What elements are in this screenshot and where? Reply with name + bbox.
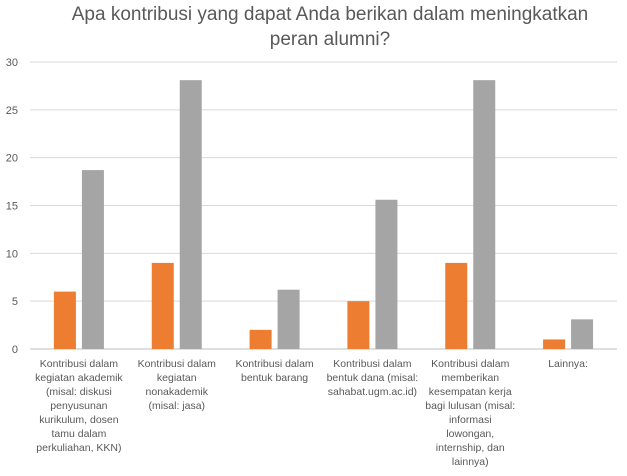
x-category-label-line: Kontribusi dalam bbox=[333, 358, 412, 370]
y-tick-label: 20 bbox=[5, 152, 18, 165]
y-tick-label: 25 bbox=[5, 104, 18, 117]
x-category-label-line: (misal: jasa) bbox=[148, 400, 206, 412]
bar-series-1-cat-1 bbox=[54, 292, 76, 349]
y-tick-label: 30 bbox=[5, 57, 18, 69]
bar-series-2-cat-4 bbox=[375, 200, 397, 349]
x-category-label-line: lainnya) bbox=[451, 456, 489, 468]
x-category-label-line: informasi bbox=[448, 414, 492, 426]
x-category-label-line: kegiatan akademik bbox=[35, 372, 123, 384]
x-category-label-line: bentuk dana (misal: bbox=[326, 372, 419, 384]
x-category-label-line: kesempatan kerja bbox=[428, 386, 512, 398]
y-tick-label: 10 bbox=[5, 248, 18, 261]
x-category-label-line: Kontribusi dalam bbox=[431, 358, 510, 370]
x-category-label-line: bagi lulusan (misal: bbox=[425, 400, 516, 412]
x-category-label-line: bentuk barang bbox=[241, 372, 309, 384]
bar-series-1-cat-2 bbox=[152, 263, 174, 349]
x-category-label bbox=[138, 358, 216, 412]
y-tick-label: 0 bbox=[11, 344, 18, 356]
x-category-label-line: Kontribusi dalam bbox=[235, 358, 314, 370]
x-category-label bbox=[235, 358, 313, 384]
bar-series-1-cat-3 bbox=[250, 330, 272, 349]
bar-series-1-cat-6 bbox=[543, 339, 565, 349]
chart-title-line-1: Apa kontribusi yang dapat Anda berikan dalam meningkatkan bbox=[71, 4, 589, 25]
bar-series-1-cat-5 bbox=[445, 263, 467, 349]
bar-series-2-cat-6 bbox=[571, 319, 593, 349]
x-category-label-line: perkuliahan, KKN) bbox=[36, 442, 122, 454]
x-category-label bbox=[35, 358, 123, 454]
x-category-label-line: Kontribusi dalam bbox=[137, 358, 216, 370]
x-category-label bbox=[327, 358, 419, 398]
x-category-label-line: tamu dalam bbox=[51, 428, 107, 440]
x-category-label-line: lowongan, bbox=[446, 428, 495, 440]
x-category-label-line: nonakademik bbox=[145, 386, 208, 398]
y-tick-label: 5 bbox=[11, 296, 18, 309]
x-category-label-line: sahabat.ugm.ac.id) bbox=[327, 386, 418, 398]
bar-series-2-cat-2 bbox=[180, 80, 202, 349]
bar-series-2-cat-5 bbox=[473, 80, 495, 349]
chart-title-line-2: peran alumni? bbox=[269, 29, 391, 50]
y-tick-label: 15 bbox=[5, 200, 18, 213]
x-category-label-line: (misal: diskusi bbox=[45, 386, 112, 398]
x-category-label-line: penyusunan bbox=[50, 400, 108, 412]
x-category-label bbox=[548, 358, 588, 370]
x-category-label-line: Kontribusi dalam bbox=[39, 358, 119, 370]
bar-series-2-cat-1 bbox=[82, 170, 104, 349]
x-category-label-line: memberikan bbox=[441, 372, 500, 384]
x-category-label-line: kurikulum, dosen bbox=[39, 414, 119, 426]
x-category-label-line: internship, dan bbox=[435, 442, 505, 454]
bar-series-2-cat-3 bbox=[278, 290, 300, 349]
x-category-label bbox=[425, 358, 515, 468]
bar-series-1-cat-4 bbox=[347, 301, 369, 349]
x-category-label-line: kegiatan bbox=[156, 372, 197, 384]
x-category-label-line: Lainnya: bbox=[548, 358, 588, 370]
